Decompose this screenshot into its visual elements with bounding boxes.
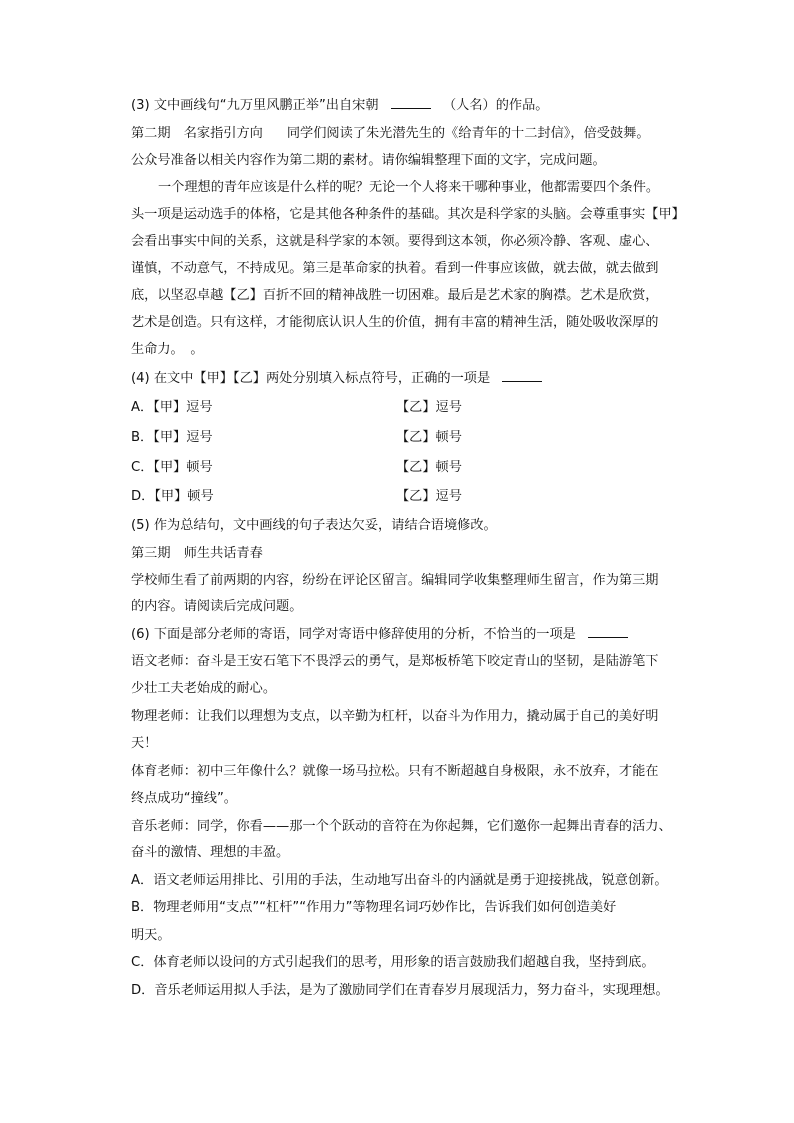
option-b-left: B．【甲】逗号	[131, 430, 213, 445]
option-a[interactable]: A．语文老师运用排比、引用的手法，生动地写出奋斗的内涵就是勇于迎接挑战，锐意创新。	[131, 873, 668, 888]
option-b-right: 【乙】顿号	[396, 430, 462, 445]
question-5: (5) 作为总结句，文中画线的句子表达欠妥，请结合语境修改。	[131, 518, 497, 533]
question-3-text: (3) 文中画线句“九万里风鹏正举”出自宋朝	[131, 98, 379, 113]
question-4-stem: (4) 在文中【甲】【乙】两处分别填入标点符号，正确的一项是	[131, 371, 491, 386]
option-d-left: D．【甲】顿号	[131, 489, 214, 504]
option-b-cont: 明天。	[131, 928, 171, 943]
issue-3-heading: 第三期 师生共话青春	[131, 546, 263, 561]
question-6	[131, 625, 628, 645]
passage-line: 头一项是运动选手的体格，它是其他各种条件的基础。其次是科学家的头脑。会尊重事实【甲】	[131, 207, 685, 222]
option-b[interactable]: B．物理老师用“支点”“杠杆”“作用力”等物理名词巧妙作比，告诉我们如何创造美好	[131, 900, 617, 915]
issue-3-intro-cont: 的内容。请阅读后完成问题。	[131, 599, 303, 614]
passage-line: 底，以坚忍卓越【乙】百折不回的精神战胜一切困难。最后是艺术家的胸襟。艺术是欣赏，	[131, 288, 659, 303]
issue-2-heading: 第二期 名家指引方向	[131, 126, 263, 141]
teacher-message: 音乐老师：同学，你看——那一个个跃动的音符在为你起舞，它们邀你一起舞出青春的活力、	[131, 819, 672, 834]
option-c-left: C．【甲】顿号	[131, 460, 213, 475]
answer-blank[interactable]	[588, 625, 628, 638]
answer-blank[interactable]	[502, 369, 542, 382]
option-a-right: 【乙】逗号	[396, 400, 462, 415]
teacher-message: 天！	[131, 736, 158, 751]
option-row[interactable]	[131, 428, 462, 448]
option-row[interactable]	[131, 458, 462, 478]
issue-2-line	[131, 124, 650, 144]
passage-line: 一个理想的青年应该是什么样的呢？无论一个人将来干哪种事业，他都需要四个条件。	[158, 180, 660, 195]
question-3	[131, 96, 548, 116]
teacher-message: 少壮工夫老始成的耐心。	[131, 681, 277, 696]
passage-line: 艺术是创造。只有这样，才能彻底认识人生的价值，拥有丰富的精神生活，随处吸收深厚的	[131, 315, 659, 330]
passage-line: 谨慎，不动意气，不持成见。第三是革命家的执着。看到一件事应该做，就去做，就去做到	[131, 261, 659, 276]
option-c-right: 【乙】顿号	[396, 460, 462, 475]
question-6-stem: (6) 下面是部分老师的寄语，同学对寄语中修辞使用的分析，不恰当的一项是	[131, 627, 576, 642]
question-3-tail: （人名）的作品。	[442, 98, 549, 113]
issue-2-intro-cont: 公众号准备以相关内容作为第二期的素材。请你编辑整理下面的文字，完成问题。	[131, 153, 606, 168]
teacher-message: 奋斗的激情、理想的丰盈。	[131, 845, 290, 860]
question-4	[131, 369, 542, 389]
option-d[interactable]: D．音乐老师运用拟人手法，是为了激励同学们在青春岁月展现活力，努力奋斗，实现理想。	[131, 983, 669, 998]
issue-2-intro: 同学们阅读了朱光潜先生的《给青年的十二封信》，倍受鼓舞。	[286, 126, 650, 141]
option-row[interactable]	[131, 398, 462, 418]
passage-line: 生命力。 。	[131, 342, 204, 357]
option-a-left: A．【甲】逗号	[131, 400, 213, 415]
option-d-right: 【乙】逗号	[396, 489, 462, 504]
answer-blank[interactable]	[391, 96, 431, 109]
option-c[interactable]: C．体育老师以设问的方式引起我们的思考，用形象的语言鼓励我们超越自我，坚持到底。	[131, 955, 655, 970]
option-row[interactable]	[131, 487, 462, 507]
teacher-message: 语文老师：奋斗是王安石笔下不畏浮云的勇气，是郑板桥笔下咬定青山的坚韧，是陆游笔下	[131, 654, 659, 669]
teacher-message: 物理老师：让我们以理想为支点，以辛勤为杠杆，以奋斗为作用力，撬动属于自己的美好明	[131, 709, 659, 724]
teacher-message: 终点成功“撞线”。	[131, 791, 237, 806]
teacher-message: 体育老师：初中三年像什么？就像一场马拉松。只有不断超越自身极限，永不放弃，才能在	[131, 764, 659, 779]
passage-line: 会看出事实中间的关系，这就是科学家的本领。要得到这本领，你必须冷静、客观、虚心、	[131, 234, 659, 249]
issue-3-intro: 学校师生看了前两期的内容，纷纷在评论区留言。编辑同学收集整理师生留言，作为第三期	[131, 573, 659, 588]
